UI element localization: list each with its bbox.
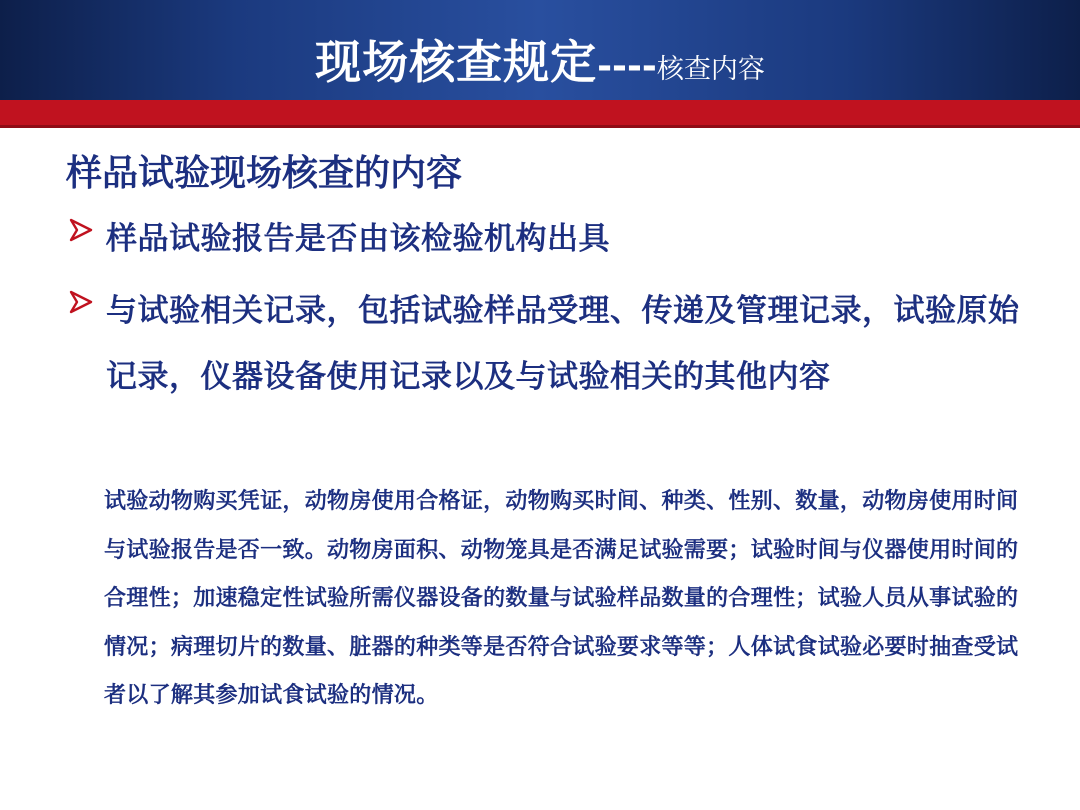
chevron-right-icon: [68, 289, 94, 315]
slide-header: [0, 0, 1080, 100]
title-dash: ----: [597, 46, 657, 87]
title-main: 现场核查规定: [315, 35, 598, 89]
header-red-band: [0, 100, 1080, 128]
bullet-text: 与试验相关记录，包括试验样品受理、传递及管理记录，试验原始记录，仪器设备使用记录以及与试验相关的其他内容: [106, 293, 1020, 395]
section-title: 样品试验现场核查的内容: [66, 153, 463, 194]
chevron-right-icon: [68, 217, 94, 243]
detail-paragraph: 试验动物购买凭证，动物房使用合格证，动物购买时间、种类、性别、数量，动物房使用时间与试验报告是否一致。动物房面积、动物笼具是否满足试验需要；试验时间与仪器使用时间的合理性；加速稳定性试验所需仪器设备的数量与试验样品数量的合理性；试验人员从事试验的情况；病理切片的数量、脏器的种类等是否符合试验要求等等；人体试食试验必要时抽查受试者以了解其参加试食试验的情况。: [104, 489, 1019, 708]
title-sub: 核查内容: [656, 54, 765, 85]
bullet-text: 样品试验报告是否由该检验机构出具: [106, 221, 610, 257]
slide-title: [0, 26, 1080, 92]
